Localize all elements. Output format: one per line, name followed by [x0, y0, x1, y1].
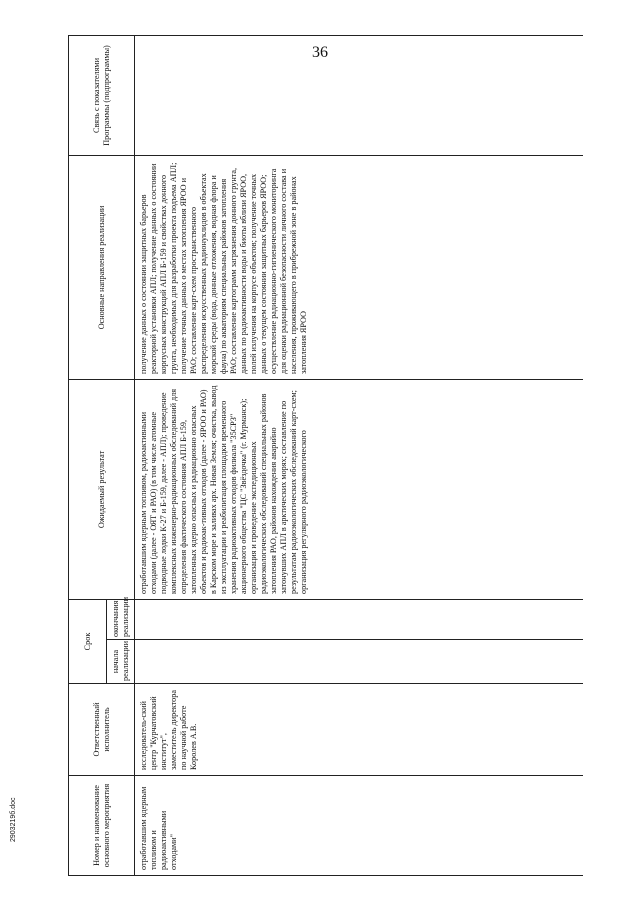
- cell-responsible: исследователь-ский центр "Курчатовский институт", заместитель директора по научной работе Королев А.В.: [135, 684, 584, 776]
- header-start: начала реализации: [107, 640, 135, 684]
- header-end: окончания реализации: [107, 599, 135, 639]
- cell-expected-result: отработавшим ядерным топливом, радиоактивными отходами (далее - ОЯТ и РАО) (в том числе атомные подводные лодки К-27 и Б-159, далее - АПЛ); проведение комплексных инженерно-радиационных обследований для определения фактического состояния АПЛ Б-159, затопленных ядерно опасных и радиационно опасных объектов и радиоак-тивных отходов (далее - ЯРОО и РАО) в Карском море и заливах арх. Новая Земля; очистка, вывод из эксплуатации и реабилитация площадки временного хранения радиоактивных отходов филиала "35СРЗ" акционерного общества "ЦС "Звёздочка" (г. Мурманск); организация и проведение экспедиционных радиоэкологических обследований специальных районов затопления РАО, районов нахождения аварийно затонувших АПЛ в арктических морях; составление по результатам радиоэкологических обследований карт-схем; организация регулярного радиоэкологического: [135, 379, 584, 599]
- rotated-table-container: [68, 36, 600, 876]
- header-indicator-link: Связь с показателями Программы (подпрограммы): [69, 35, 135, 155]
- table-row: [135, 35, 584, 875]
- cell-start: [135, 640, 584, 684]
- header-measure-name: Номер и наименование основного мероприятия: [69, 776, 135, 876]
- cell-end: [135, 599, 584, 639]
- program-table: [68, 35, 583, 876]
- header-expected-result: Ожидаемый результат: [69, 379, 135, 599]
- page-number: 36: [312, 44, 328, 61]
- document-footer: 2903219б.doc: [10, 797, 17, 842]
- cell-measure-name: отработавшим ядерным топливом и радиоактивными отходами": [135, 776, 584, 876]
- cell-main-directions: получение данных о состоянии защитных барьеров реакторной установки АПЛ; получение данных о состоянии корпусных конструкций АПЛ Б-159 и свойствах донного грунта, необходимых для разработки проекта подъема АПЛ; получение точных данных о местах затопления ЯРОО и РАО; составление карт-схем пространственного распределения искусственных радионуклидов в объектах морской среды (вода, донные отложения, водная флора и фауна) по акваториям специальных районов затопления РАО; составление картограмм загрязнения донного грунта, данных по радиоактивности воды и биоты вблизи ЯРОО, полей излучения на корпусе объектов; получение точных данных о текущем состоянии защитных барьеров ЯРОО; осуществление радиационно-гигиенического мониторинга для оценки радиационной безопасности личного состава и населения, проживающего в прибрежной зоне в районах затопления ЯРОО: [135, 155, 584, 379]
- header-responsible: Ответственный исполнитель: [69, 684, 135, 776]
- cell-indicator-link: [135, 35, 584, 155]
- header-main-directions: Основные направления реализации: [69, 155, 135, 379]
- header-term: Срок: [69, 599, 107, 683]
